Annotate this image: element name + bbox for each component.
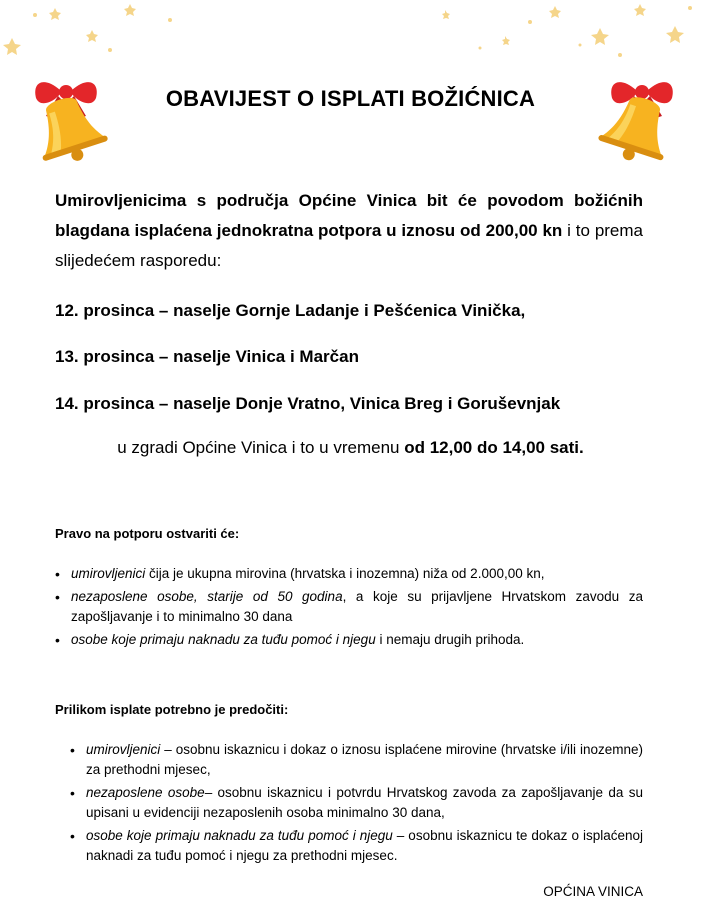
list-item-emphasis: umirovljenici xyxy=(86,742,161,757)
schedule-item: 14. prosinca – naselje Donje Vratno, Vinica Breg i Goruševnjak xyxy=(55,394,561,413)
documents-list xyxy=(70,740,643,869)
list-item xyxy=(55,587,643,627)
list-item-emphasis: umirovljenici xyxy=(71,566,146,581)
list-item xyxy=(55,630,643,650)
schedule-item: 13. prosinca – naselje Vinica i Marčan xyxy=(55,347,359,366)
list-item-text: čija je ukupna mirovina (hrvatska i inozemna) niža od 2.000,00 kn, xyxy=(145,566,545,581)
list-item-text: i nemaju drugih prihoda. xyxy=(375,632,525,647)
signature-footer: OPĆINA VINICA xyxy=(543,884,643,899)
list-item xyxy=(55,564,643,584)
list-item-emphasis: osobe koje primaju naknadu za tuđu pomoć i njegu xyxy=(86,828,393,843)
documents-heading: Prilikom isplate potrebno je predočiti: xyxy=(55,702,289,717)
list-item xyxy=(70,740,643,780)
intro-amount: 200,00 kn xyxy=(485,221,563,240)
list-item-text: – osobnu iskaznicu i potvrdu Hrvatskog zavoda za zapošljavanje da su upisani u evidenciji nezaposlenih osoba minimalno 30 dana, xyxy=(86,785,643,820)
page-title: OBAVIJEST O ISPLATI BOŽIĆNICA xyxy=(165,86,536,111)
eligibility-heading: Pravo na potporu ostvariti će: xyxy=(55,526,240,541)
schedule-item: 12. prosinca – naselje Gornje Ladanje i Pešćenica Vinička, xyxy=(55,301,526,320)
venue-text: u zgradi Općine Vinica i to u vremenu xyxy=(117,438,405,457)
list-item xyxy=(70,826,643,866)
list-item-text: – osobnu iskaznicu te dokaz o isplaćenoj naknadi za tuđu pomoć i njegu za prethodni mjesec. xyxy=(86,828,644,863)
intro-text-end: i to prema slijedećem rasporedu: xyxy=(55,221,644,270)
star-decoration-icon xyxy=(0,0,701,60)
list-item-emphasis: nezaposlene osobe xyxy=(86,785,205,800)
venue-line xyxy=(0,438,701,458)
eligibility-list xyxy=(55,564,643,653)
intro-paragraph xyxy=(55,186,643,276)
list-item-text: – osobnu iskaznicu i dokaz o iznosu isplaćene mirovine (hrvatske i/ili inozemne) za prethodni mjesec, xyxy=(86,742,643,777)
list-item-text: , a koje su prijavljene Hrvatskom zavodu za zapošljavanje i to minimalno 30 dana xyxy=(71,589,643,624)
list-item-emphasis: nezaposlene osobe, starije od 50 godina xyxy=(71,589,343,604)
venue-time: od 12,00 do 14,00 sati. xyxy=(404,438,584,457)
list-item xyxy=(70,783,643,823)
list-item-emphasis: osobe koje primaju naknadu za tuđu pomoć i njegu xyxy=(71,632,376,647)
intro-text: Umirovljenicima s područja Općine Vinica bit će povodom božićnih blagdana isplaćena jednokratna potpora u iznosu od xyxy=(55,191,643,240)
